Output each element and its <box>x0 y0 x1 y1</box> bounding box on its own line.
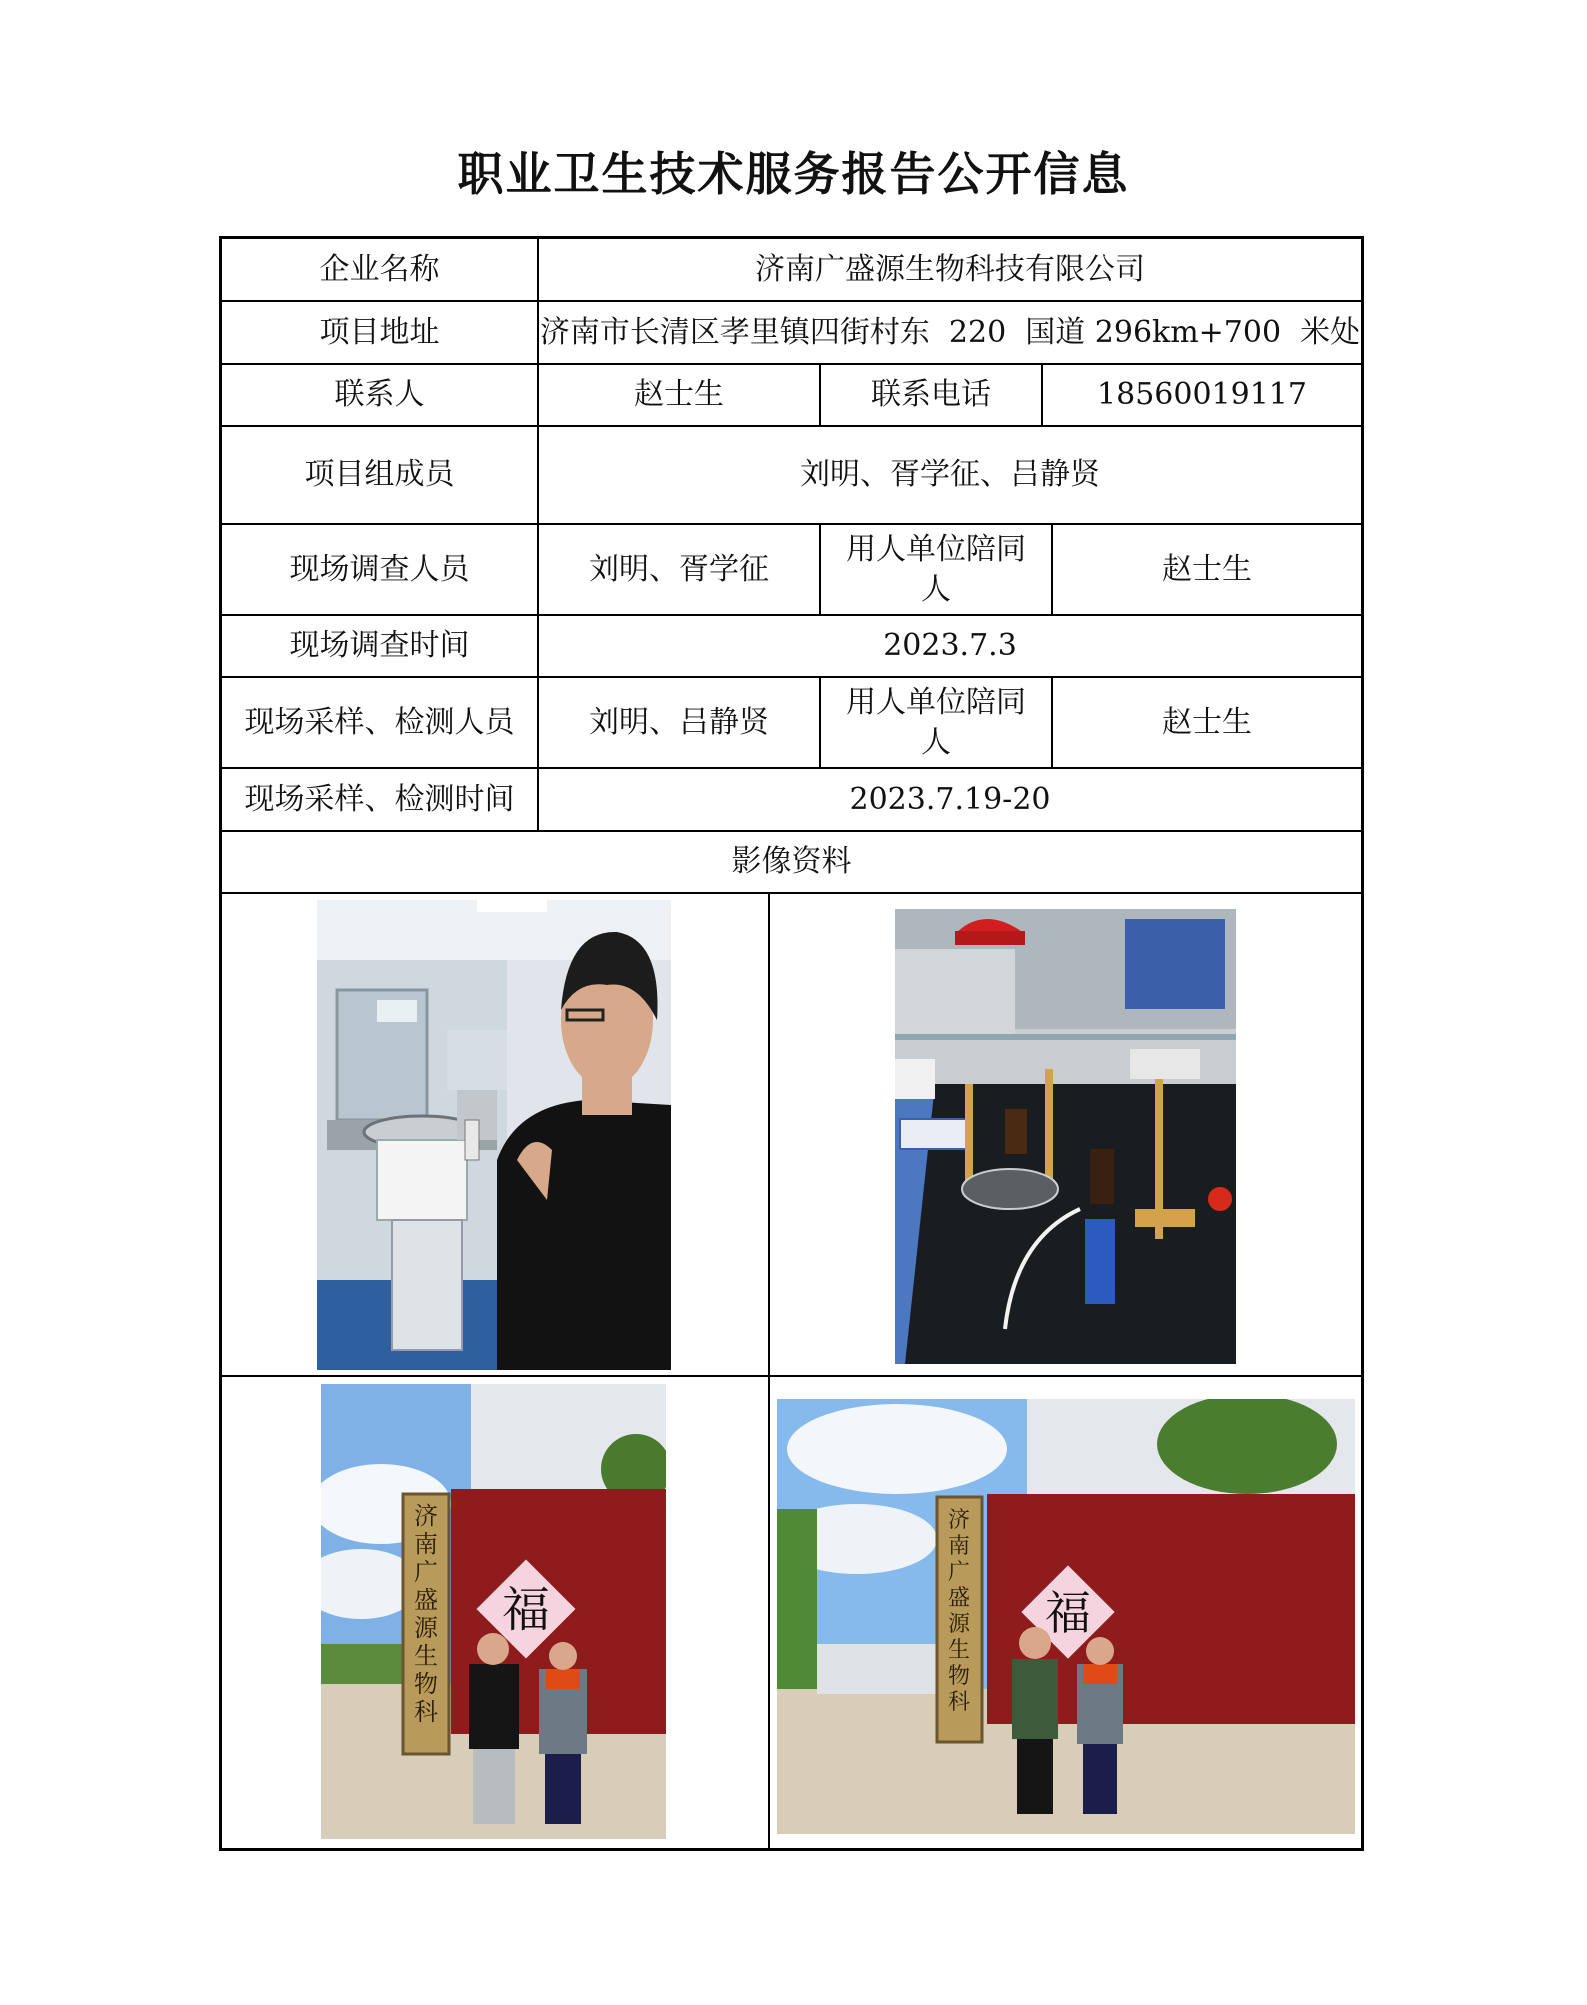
survey-staff-label: 现场调查人员 <box>222 525 539 614</box>
row-members <box>222 427 1361 525</box>
company-label: 企业名称 <box>222 239 539 300</box>
sampling-escort-value: 赵士生 <box>1162 704 1252 740</box>
fu-character: 福 <box>501 1582 551 1638</box>
sampling-staff-label: 现场采样、检测人员 <box>222 678 539 767</box>
row-contact <box>222 365 1361 427</box>
photo-noise-measurement <box>317 900 671 1370</box>
survey-escort-label: 用人单位陪同人 <box>821 525 1053 614</box>
address-label: 项目地址 <box>222 302 539 363</box>
address-value: 济南市长清区孝里镇四街村东 220 国道 296km+700 米处 <box>539 314 1361 350</box>
photo-grid-hline <box>222 1375 1361 1377</box>
survey-staff-value: 刘明、胥学征 <box>539 525 821 614</box>
members-value: 刘明、胥学征、吕静贤 <box>800 457 1100 492</box>
row-survey-staff <box>222 525 1361 616</box>
contact-value: 赵士生 <box>539 365 821 425</box>
survey-escort-value: 赵士生 <box>1162 551 1252 587</box>
photo-laboratory-bench <box>895 909 1236 1364</box>
info-table <box>219 236 1364 1851</box>
members-label: 项目组成员 <box>222 427 539 523</box>
fu-character-2: 福 <box>1045 1586 1091 1640</box>
photo-company-gate-2 <box>777 1399 1355 1834</box>
row-sampling-staff <box>222 678 1361 769</box>
row-company <box>222 239 1361 302</box>
sign-text-1: 济南广盛源生物科 <box>414 1502 438 1726</box>
contact-label: 联系人 <box>222 365 539 425</box>
sampling-time-value: 2023.7.19-20 <box>849 781 1051 817</box>
sampling-escort-label: 用人单位陪同人 <box>821 678 1053 767</box>
row-sampling-time <box>222 769 1361 832</box>
phone-label: 联系电话 <box>821 365 1043 425</box>
sampling-time-label: 现场采样、检测时间 <box>222 769 539 830</box>
survey-time-value: 2023.7.3 <box>883 628 1017 663</box>
row-survey-time <box>222 616 1361 678</box>
row-address <box>222 302 1361 365</box>
images-label: 影像资料 <box>731 844 852 879</box>
page-title: 职业卫生技术服务报告公开信息 <box>457 147 1130 201</box>
company-value: 济南广盛源生物科技有限公司 <box>755 251 1145 287</box>
row-images-header <box>222 832 1361 894</box>
phone-value: 18560019117 <box>1097 377 1307 412</box>
photo-grid-vline <box>768 894 770 1848</box>
sign-text-2: 济南广盛源生物科 <box>947 1508 971 1715</box>
photo-company-gate-1 <box>321 1384 666 1839</box>
sampling-staff-value: 刘明、吕静贤 <box>539 678 821 767</box>
survey-time-label: 现场调查时间 <box>222 616 539 676</box>
